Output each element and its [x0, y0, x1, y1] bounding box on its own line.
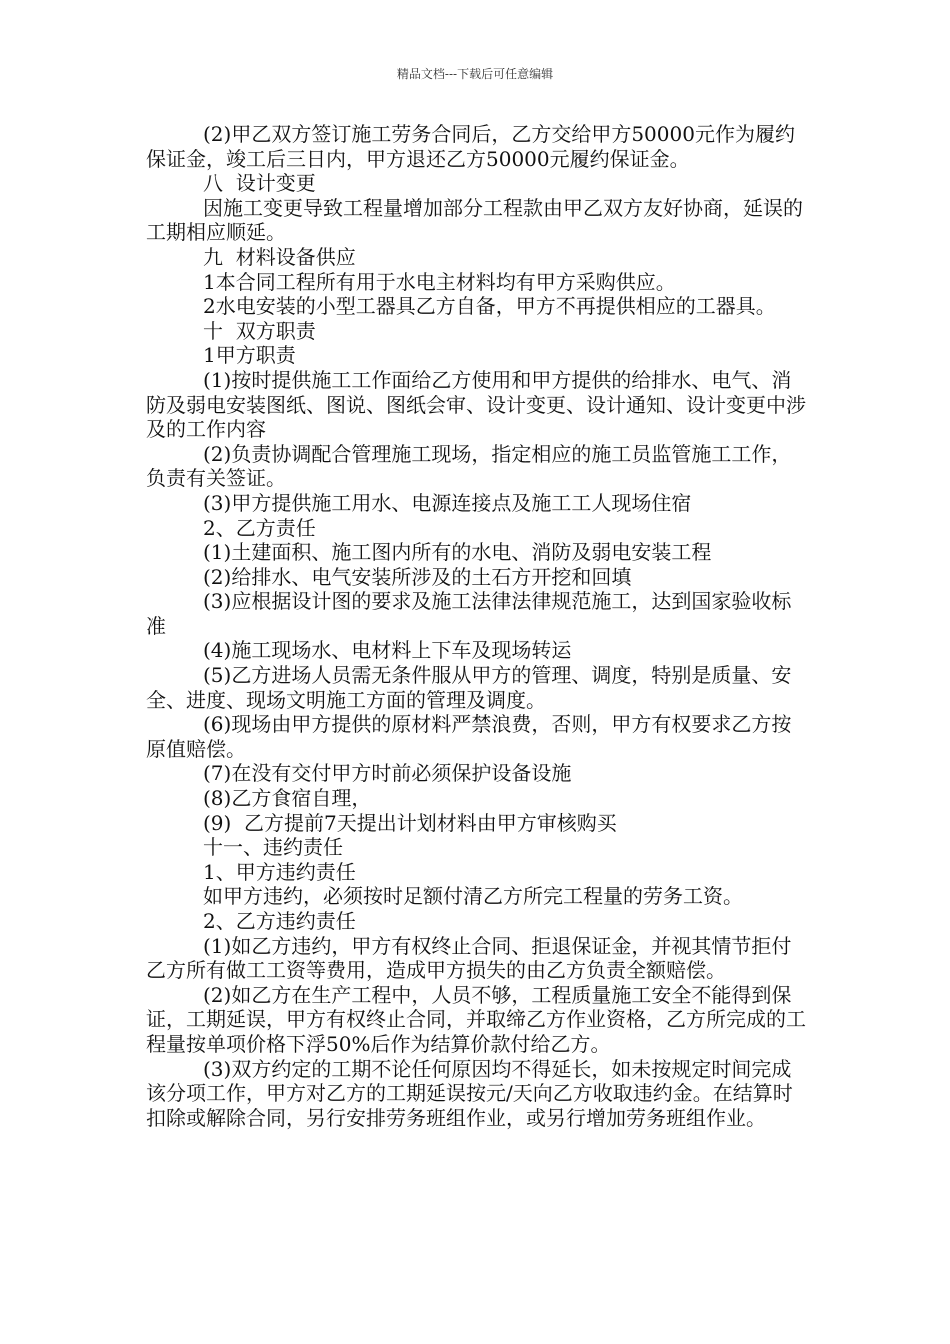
- section-heading-material-supply: 九 材料设备供应: [203, 244, 356, 269]
- list-item-party-b-7: (7)在没有交付甲方时前必须保护设备设施: [203, 761, 572, 786]
- document-body: [146, 122, 811, 1130]
- subheading-party-b-duties: 2、乙方责任: [203, 515, 316, 540]
- section-heading-duties: 十 双方职责: [203, 318, 316, 343]
- list-item-party-a-3: (3)甲方提供施工用水、电源连接点及施工工人现场住宿: [203, 490, 692, 515]
- section-heading-breach: 十一、违约责任: [203, 835, 343, 860]
- list-item-party-b-6: (6)现场由甲方提供的原材料严禁浪费，否则，甲方有权要求乙方按原值赔偿。: [146, 712, 792, 761]
- subheading-party-a-breach: 1、甲方违约责任: [203, 859, 356, 884]
- list-item-party-b-breach-2: (2)如乙方在生产工程中，人员不够，工程质量施工安全不能得到保证，工期延误，甲方有权终止合同，并取缔乙方作业资格，乙方所完成的工程量按单项价格下浮50%后作为结算价款付给乙方。: [146, 982, 806, 1056]
- list-item-party-b-1: (1)土建面积、施工图内所有的水电、消防及弱电安装工程: [203, 540, 712, 565]
- list-item-party-b-4: (4)施工现场水、电材料上下车及现场转运: [203, 638, 572, 663]
- list-item-party-b-8: (8)乙方食宿自理，: [203, 786, 372, 811]
- list-item-party-b-breach-3: (3)双方约定的工期不论任何原因均不得延长，如未按规定时间完成该分项工作，甲方对乙方的工期延误按元/天向乙方收取违约金。在结算时扣除或解除合同，另行安排劳务班组作业，或另行增加劳务班组作业。: [146, 1056, 793, 1130]
- paragraph-material-supply-1: 1本合同工程所有用于水电主材料均有甲方采购供应。: [203, 269, 676, 294]
- list-item-party-b-breach-1: (1)如乙方违约，甲方有权终止合同、拒退保证金，并视其情节拒付乙方所有做工工资等费用，造成甲方损失的由乙方负责全额赔偿。: [146, 933, 792, 983]
- subheading-party-b-breach: 2、乙方违约责任: [203, 909, 356, 933]
- list-item-party-b-9: (9) 乙方提前7天提出计划材料由甲方审核购买: [203, 810, 617, 835]
- list-item-party-b-5: (5)乙方进场人员需无条件服从甲方的管理、调度，特别是质量、安全、进度、现场文明施工方面的管理及调度。: [146, 663, 792, 712]
- list-item-party-a-2: (2)负责协调配合管理施工现场，指定相应的施工员监管施工工作，负责有关签证。: [146, 441, 792, 491]
- subheading-party-a-duties: 1甲方职责: [203, 343, 296, 368]
- list-item-party-a-1: (1)按时提供施工工作面给乙方使用和甲方提供的给排水、电气、消防及弱电安装图纸、图说、图纸会审、设计变更、设计通知、设计变更中涉及的工作内容: [146, 367, 806, 442]
- list-item-party-b-2: (2)给排水、电气安装所涉及的土石方开挖和回填: [203, 564, 632, 589]
- paragraph-design-change: 因施工变更导致工程量增加部分工程款由甲乙双方友好协商，延误的工期相应顺延。: [146, 195, 803, 245]
- page-header: 精品文档---下载后可任意编辑: [396, 67, 554, 81]
- section-heading-design-change: 八 设计变更: [203, 171, 316, 196]
- paragraph-material-supply-2: 2水电安装的小型工器具乙方自备，甲方不再提供相应的工器具。: [203, 294, 776, 319]
- paragraph-party-a-breach: 如甲方违约，必须按时足额付清乙方所完工程量的劳务工资。: [203, 884, 743, 909]
- list-item-party-b-3: (3)应根据设计图的要求及施工法律法律规范施工，达到国家验收标准: [146, 589, 792, 638]
- paragraph-performance-bond: (2)甲乙双方签订施工劳务合同后，乙方交给甲方50000元作为履约保证金，竣工后三日内，甲方退还乙方50000元履约保证金。: [146, 122, 795, 171]
